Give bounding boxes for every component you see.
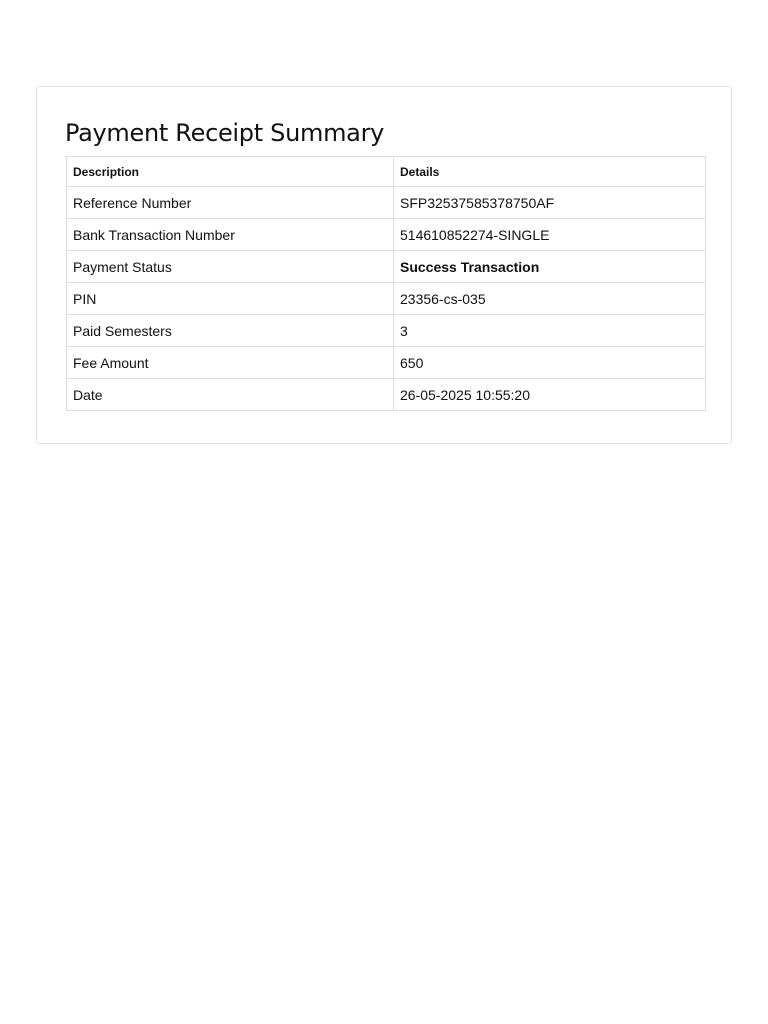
fee-amount-label: Fee Amount	[67, 347, 394, 379]
pin-label: PIN	[67, 283, 394, 315]
fee-amount-value: 650	[394, 347, 706, 379]
receipt-table	[66, 156, 706, 411]
column-header-details: Details	[394, 157, 706, 187]
payment-status-value: Success Transaction	[394, 251, 706, 283]
receipt-card	[36, 86, 732, 444]
pin-value: 23356-cs-035	[394, 283, 706, 315]
bank-transaction-number-value: 514610852274-SINGLE	[394, 219, 706, 251]
paid-semesters-value: 3	[394, 315, 706, 347]
table-row	[67, 379, 706, 411]
payment-status-label: Payment Status	[67, 251, 394, 283]
table-row	[67, 283, 706, 315]
reference-number-value: SFP32537585378750AF	[394, 187, 706, 219]
table-row	[67, 187, 706, 219]
date-value: 26-05-2025 10:55:20	[394, 379, 706, 411]
reference-number-label: Reference Number	[67, 187, 394, 219]
page-title: Payment Receipt Summary	[65, 119, 385, 147]
table-row	[67, 251, 706, 283]
table-row	[67, 219, 706, 251]
column-header-description: Description	[67, 157, 394, 187]
table-row	[67, 347, 706, 379]
table-row	[67, 315, 706, 347]
bank-transaction-number-label: Bank Transaction Number	[67, 219, 394, 251]
paid-semesters-label: Paid Semesters	[67, 315, 394, 347]
date-label: Date	[67, 379, 394, 411]
table-header-row	[67, 157, 706, 187]
